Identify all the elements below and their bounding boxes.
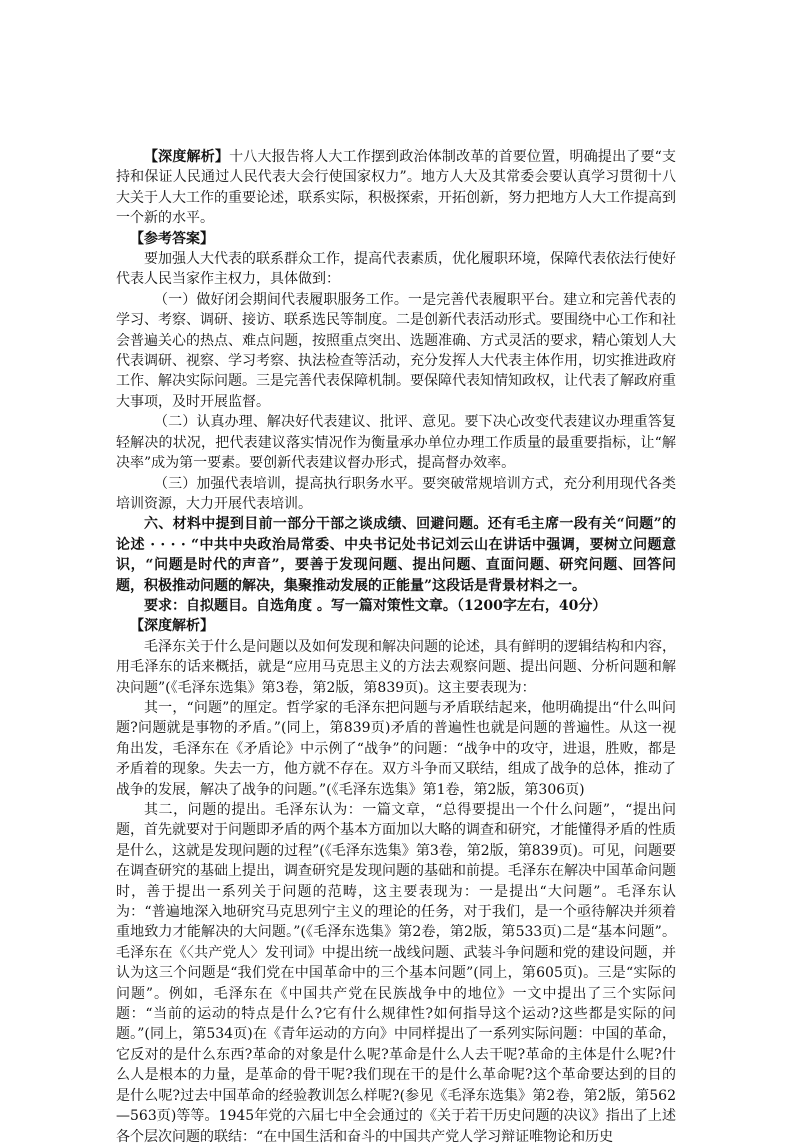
document-body	[116, 147, 676, 1147]
analysis-label: 【深度解析】	[144, 149, 230, 165]
question-six: 六、材料中提到目前一部分干部之谈成绩、回避问题。还有毛主席一段有关“问题”的论述 · · · · “中共中央政治局常委、中央书记处书记刘云山在讲话中强调，要树立问题意识，“问题是时代的声音”，要善于发现问题、提出问题、直面问题、研究问题、回答问题，积极推动问题的解决，集聚推动发展的正能量”这段话是背景材料之一。	[116, 516, 676, 594]
answer-intro: 要加强人大代表的联系群众工作，提高代表素质，优化履职环境，保障代表依法行使好代表人民当家作主权力，具体做到：	[116, 251, 676, 288]
answer-label: 【参考答案】	[130, 230, 214, 247]
analysis-label-2: 【深度解析】	[130, 618, 214, 635]
analysis-paragraph-3: 其二，问题的提出。毛泽东认为：一篇文章，“总得要提出一个什么问题”，“提出问题，首先就要对于问题即矛盾的两个基本方面加以大略的调查和研究，才能懂得矛盾的性质是什么，这就是发现问题的过程”(《毛泽东选集》第3卷，第2版，第839页)。可见，问题要在调查研究的基础上提出，调查研究是发现问题的基础和前提。毛泽东在解决中国革命问题时，善于提出一系列关于问题的范畴，这主要表现为：一是提出“大问题”。毛泽东认为：“普遍地深入地研究马克思列宁主义的理论的任务，对于我们，是一个亟待解决并须着重地致力才能解决的大问题。”(《毛泽东选集》第2卷，第2版，第533页)二是“基本问题”。毛泽东在《〈共产党人〉发刊词》中提出统一战线问题、武装斗争问题和党的建设问题，并认为这三个问题是“我们党在中国革命中的三个基本问题”(同上，第605页)。三是“实际的问题”。例如，毛泽东在《中国共产党在民族战争中的地位》一文中提出了三个实际问题：“当前的运动的特点是什么?它有什么规律性?如何指导这个运动?这些都是实际的问题。”(同上，第534页)在《青年运动的方向》中同样提出了一系列实际问题：中国的革命，它反对的是什么东西?革命的对象是什么呢?革命是什么人去干呢?革命的主体是什么呢?什么人是根本的力量，是革命的骨干呢?我们现在干的是什么革命呢?这个革命要达到的目的是什么呢?过去中国革命的经验教训怎么样呢?(参见《毛泽东选集》第2卷，第2版，第562—563页)等等。1945年党的六届七中全会通过的《关于若干历史问题的决议》指出了上述各个层次问题的联结：“在中国生活和奋斗的中国共产党人学习辩证唯物论和历史	[116, 802, 676, 1145]
analysis-paragraph	[116, 147, 676, 229]
answer-item-3: （三）加强代表培训，提高执行职务水平。要突破常规培训方式，充分利用现代各类培训资源，大力开展代表培训。	[116, 475, 676, 512]
answer-item-1: （一）做好闭会期间代表履职服务工作。一是完善代表履职平台。建立和完善代表的学习、考察、调研、接访、联系选民等制度。二是创新代表活动形式。要围绕中心工作和社会普遍关心的热点、难点问题，按照重点突出、选题准确、方式灵活的要求，精心策划人大代表调研、视察、学习考察、执法检查等活动，充分发挥人大代表主体作用，切实推进政府工作、解决实际问题。三是完善代表保障机制。要保障代表知情知政权，让代表了解政府重大事项，及时开展监督。	[116, 291, 676, 410]
analysis-paragraph-1: 毛泽东关于什么是问题以及如何发现和解决问题的论述，具有鲜明的逻辑结构和内容，用毛泽东的话来概括，就是“应用马克思主义的方法去观察问题、提出问题、分析问题和解决问题”(《毛泽东选集》第3卷，第2版，第839页)。这主要表现为：	[116, 638, 676, 696]
analysis-text: 十八大报告将人大工作摆到政治体制改革的首要位置，明确提出了要“支持和保证人民通过人民代表大会行使国家权力”。地方人大及其常委会要认真学习贯彻十八大关于人大工作的重要论述，联系实际，积极探索，开拓创新，努力把地方人大工作提高到一个新的水平。	[116, 149, 676, 227]
analysis-paragraph-2: 其一，“问题”的厘定。哲学家的毛泽东把问题与矛盾联结起来，他明确提出“什么叫问题?问题就是事物的矛盾。”(同上，第839页)矛盾的普遍性也就是问题的普遍性。从这一视角出发，毛泽东在《矛盾论》中示例了“战争”的问题：“战争中的攻守，进退，胜败，都是矛盾着的现象。失去一方，他方就不存在。双方斗争而又联结，组成了战争的总体，推动了战争的发展，解决了战争的问题。”(《毛泽东选集》第1卷，第2版，第306页)	[116, 699, 676, 798]
question-six-requirement: 要求：自拟题目。自选角度 。写一篇对策性文章。（1200字左右，40分）	[144, 597, 607, 614]
answer-item-2: （二）认真办理、解决好代表建议、批评、意见。要下决心改变代表建议办理重答复轻解决的状况，把代表建议落实情况作为衡量承办单位办理工作质量的最重要指标，让“解决率”成为第一要素。要创新代表建议督办形式，提高督办效率。	[116, 414, 676, 472]
